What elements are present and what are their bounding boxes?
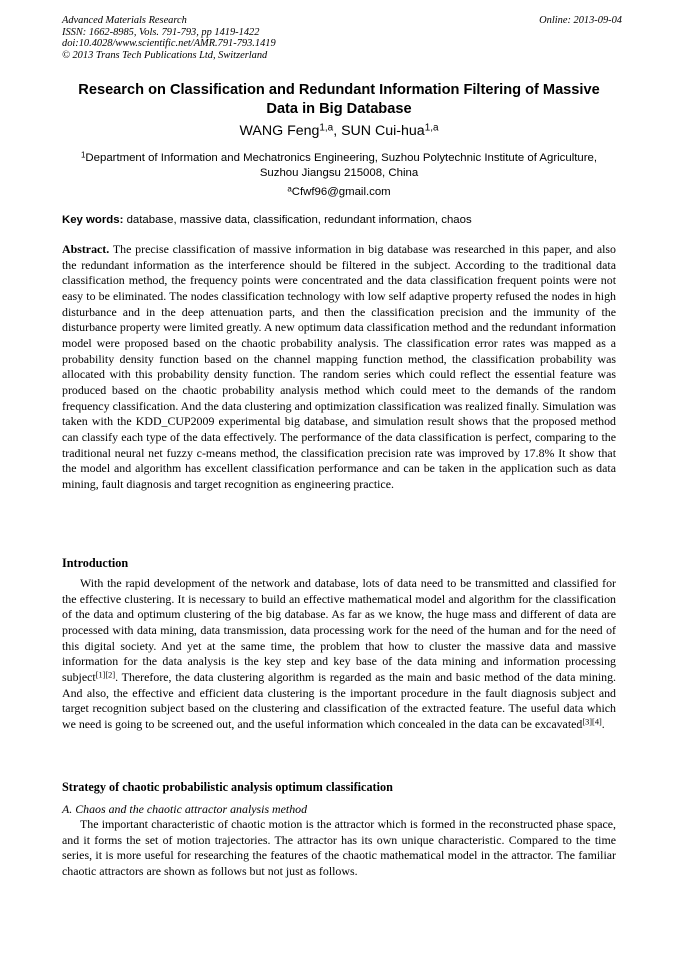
strategy-heading: Strategy of chaotic probabilistic analysis optimum classification (62, 780, 393, 794)
author-affil-sup: 1,a (319, 122, 334, 134)
strategy-subheading: A. Chaos and the chaotic attractor analysis method (62, 802, 308, 816)
author-name: SUN Cui-hua (341, 123, 425, 139)
keywords-label: Key words: (62, 214, 124, 226)
intro-text: . Therefore, the data clustering algorithm is regarded as the main and basic method of the data mining. And also, the effective and efficient data clustering is the important procedure in the fault diagnosis subject and target recognition subject based on the clustering and classification of the extracted feature. The useful data which we need is going to be screened out, and the useful information which concealed in the data can be excavated (62, 669, 616, 731)
author-affil-sup: 1,a (424, 122, 439, 134)
issn-line: ISSN: 1662-8985, Vols. 791-793, pp 1419-1422 (62, 26, 260, 38)
doi-line: doi:10.4028/www.scientific.net/AMR.791-793.1419 (62, 38, 276, 49)
introduction-paragraph (62, 576, 616, 733)
online-date: Online: 2013-09-04 (539, 15, 622, 26)
affiliation-text: Department of Information and Mechatronics Engineering, Suzhou Polytechnic Institute of Agriculture, Suzhou Jiangsu 215008, China (85, 152, 598, 179)
author-line (62, 122, 616, 140)
email-sup: a (287, 184, 292, 194)
affiliation-sup: 1 (80, 150, 86, 160)
email-line (62, 185, 616, 199)
email-address: Cfwf96@gmail.com (291, 186, 391, 198)
introduction-heading: Introduction (62, 556, 129, 570)
journal-header (62, 15, 622, 61)
journal-name: Advanced Materials Research (62, 15, 187, 26)
citation[interactable]: [1][2] (95, 670, 116, 680)
paper-title: Research on Classification and Redundant Information Filtering of Massive Data in Big Database (78, 82, 600, 117)
intro-text: . (601, 716, 605, 731)
abstract (62, 242, 616, 493)
author-name: WANG Feng (239, 123, 320, 139)
author-separator: , (333, 123, 342, 139)
keywords (62, 213, 616, 227)
citation[interactable]: [3][4] (582, 717, 602, 727)
affiliation (62, 151, 616, 180)
chaos-paragraph: The important characteristic of chaotic motion is the attractor which is formed in the reconstructed phase space, and it forms the set of motion trajectories. The attractor has its own unique characteristic. Compared to the time series, it is more useful for researching the features of the chaotic mathematical model in the attractor. The familiar chaotic attractors are shown as follows but not just as follows. (62, 817, 616, 878)
abstract-label: Abstract. (62, 242, 110, 256)
intro-text: With the rapid development of the network and database, lots of data need to be transmitted and classified for the effective clustering. It is necessary to build an effective mathematical model and algorithm for the classification of the data and optimum clustering of the big database. As far as we know, the huge mass and different of data are processed with data mining, data transmission, data processing work for the need of the human and for the need of this digital society. And yet at the same time, the problem that how to cluster the massive data and massive information for the data analysis is the key step and key base of the data mining and information processing subject (62, 576, 616, 684)
abstract-text: The precise classification of massive information in big database was researched in this paper, and also the redundant information as the interference should be filtered in the subject. According to the traditional data classification method, the frequency points were concentrated and the data classification frequent points were not easy to be eliminated. The nodes classification technology with low self adaptive property refused the nodes in high disturbance and in the deep attenuation parts, and then the classification precision and the immunity of the disturbance property were limited greatly. A new optimum data classification method and the redundant information model were proposed based on the chaotic probability analysis. The classification error rates was mapped as a probability density function based on the channel mapping function method, the classification probability was allocated with this probability density function. The random series which could reflect the essential feature was produced based on the chaotic probability analysis method which could meet to the demands of the random frequency classification. And the data clustering and optimization classification was realized finally. Simulation was taken with the KDD_CUP2009 experimental big database, and simulation result shows that the proposed method can classify each type of the data effectively. The performance of the data classification is perfect, comparing to the traditional neural net fuzzy c-means method, the classification precision rate was improved by 17.8% It show that the model and algorithm has excellent classification performance and can be taken in the application such as data mining, fault diagnosis and target recognition as engineering practice. (62, 242, 616, 491)
copyright-line: © 2013 Trans Tech Publications Ltd, Switzerland (62, 49, 268, 61)
keywords-text: database, massive data, classification, redundant information, chaos (123, 214, 472, 226)
